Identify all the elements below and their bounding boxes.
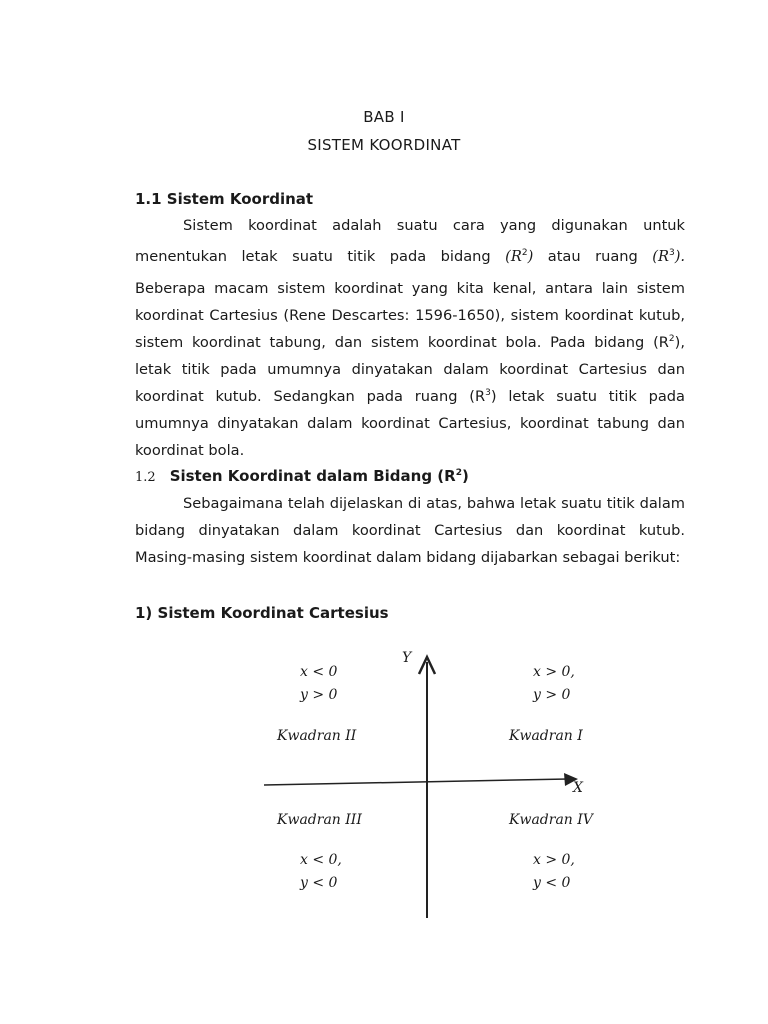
chapter-title: SISTEM KOORDINAT <box>307 136 461 154</box>
cartesian-diagram <box>250 640 610 930</box>
q2-cond-x: x < 0 <box>300 664 338 680</box>
section-1-2-body: Sebagaimana telah dijelaskan di atas, bahwa letak suatu titik dalam bidang dinyatakan dalam koordinat Cartesius dan koordinat kutub. Masing-masing sistem koordinat dalam bidang dijabarkan sebagai berikut: <box>135 495 685 566</box>
q4-label: Kwadran IV <box>509 812 593 828</box>
q3-cond-x: x < 0, <box>300 852 342 868</box>
q2-cond-y: y > 0 <box>300 687 338 703</box>
q4-cond-y: y < 0 <box>533 875 571 891</box>
x-axis-label: X <box>573 780 583 796</box>
q2-label: Kwadran II <box>277 728 357 744</box>
q1-cond-y: y > 0 <box>533 687 571 703</box>
q4-cond-x: x > 0, <box>533 852 575 868</box>
q1-cond-x: x > 0, <box>533 664 575 680</box>
chapter-number: BAB I <box>363 108 405 126</box>
q1-label: Kwadran I <box>509 728 583 744</box>
subsection-heading: 1) Sistem Koordinat Cartesius <box>135 604 389 622</box>
y-axis-label: Y <box>402 650 412 666</box>
section-1-1-heading: 1.1 Sistem Koordinat <box>135 190 314 208</box>
paragraph-line: menentukan letak suatu titik pada bidang $(R^2)$ atau ruang $(R^3)$. <box>135 248 686 265</box>
paragraph-text: Beberapa macam sistem koordinat yang kita kenal, antara lain sistem koordinat Cartesius (Rene Descartes: 1596-1650), sistem koordinat kutub, sistem koordinat tabung, dan sistem koordinat bola. Pada bidang $(R^2)$, letak titik pada umumnya dinyatakan dalam koordinat Cartesius dan koordinat kutub. Sedangkan pada ruang $(R^3)$ letak suatu titik pada umumnya dinyatakan dalam koordinat Cartesius, koordinat tabung dan koordinat bola. <box>135 280 685 459</box>
section-1-1-body <box>135 212 685 464</box>
paragraph-line: Sistem koordinat adalah suatu cara yang digunakan untuk <box>183 217 685 234</box>
x-axis-line <box>264 779 568 785</box>
section-1-2-heading: 1.2 Sisten Koordinat dalam Bidang $(R^2)$ <box>135 467 469 485</box>
q3-label: Kwadran III <box>277 812 362 828</box>
q3-cond-y: y < 0 <box>300 875 338 891</box>
